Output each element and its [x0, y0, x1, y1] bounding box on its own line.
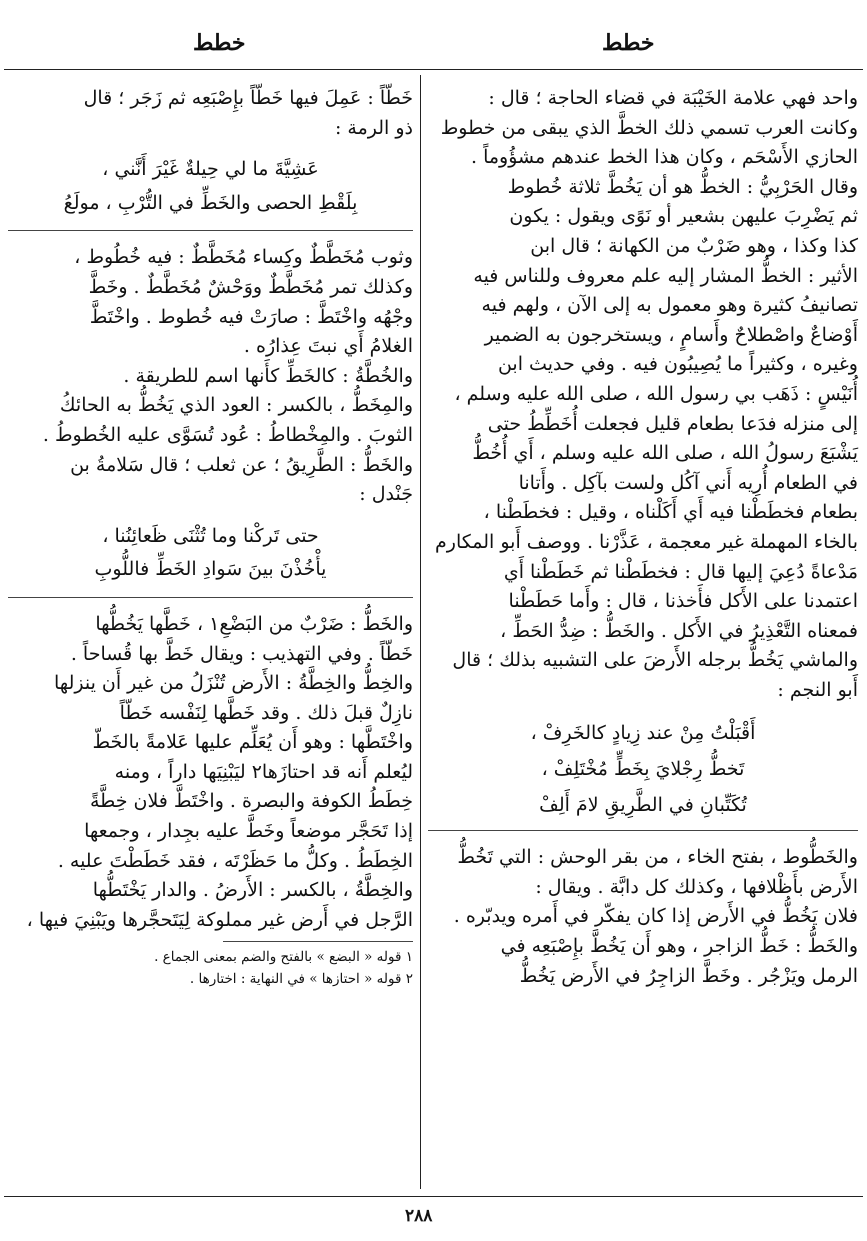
text-line: بالخاء المهملة غير معجمة ، عَذَّرْنا . ووصف أَبو المكارم — [435, 530, 858, 553]
running-head-right: خطط — [602, 30, 655, 56]
text-line: الرمل ويَزْجُر . وخَطَّ الزاجِرُ في الأَرض يَخُطُّ — [519, 964, 858, 987]
text-line: مَدْعاةً دُعِيَ إليها قال : فخطَطْنا ثم خَطَطْنا أَي — [503, 560, 858, 583]
verse-block — [8, 522, 413, 585]
text-line: ثم يَضْرِبَ عليهن بشعير أو نَوًى ويقول : يكون — [509, 205, 858, 228]
left-column — [8, 84, 413, 990]
section-separator — [8, 230, 413, 231]
section-separator — [8, 597, 413, 598]
verse-block — [8, 155, 413, 218]
text-line: وقال الحَرْبِيُّ : الخطُّ هو أن يَخُطَّ ثلاثة خُطوط — [507, 175, 858, 198]
text-line: نازِلٌ قبلَ ذلك . وقد خَطَّها لِنَفْسه خَطّاً — [119, 701, 413, 724]
verse-block — [428, 719, 858, 820]
verse-line: تَخطُّ رِجْلايَ بِخَطٍّ مُخْتَلِفْ ، — [541, 758, 745, 781]
text-line: إذا تَحَجَّر موضعاً وخَطَّ عليه بجِدار ، وجمعها — [84, 820, 413, 843]
verse-line: أَقْبَلْتُ مِنْ عند زِيادٍ كالخَرِفْ ، — [530, 722, 756, 745]
text-line: والماشي يَخُطُّ برجله الأَرضَ على التشبيه بذلك ؛ قال — [452, 649, 858, 672]
text-line: أُنَيْسٍ : ذَهَب بي رسول الله ، صلى الله عليه وسلم ، — [454, 382, 858, 405]
verse-line: تُكَتِّبانِ في الطَّرِيقِ لامَ أَلِفْ — [539, 793, 747, 816]
text-line: والخَطُّ : ضَرْبٌ من البَضْعِ١ ، خَطَّها يَخُطُّها — [95, 612, 413, 635]
text-line: يَشْبَعَ رسولُ الله ، صلى الله عليه وسلم ، أَي أُخُطُّ — [472, 442, 858, 465]
text-line: والخُطَّةُ : كالخَطِّ كأَنها اسم للطريقة . — [123, 364, 413, 387]
text-line: اعتمدنا على الأَكل فأَخذنا ، قال : وأَما حَطَطْنا — [508, 590, 858, 613]
text-line: وجْهُه واخْتَطَّ : صارَتْ فيه خُطوط . واخْتَطَّ — [89, 305, 413, 328]
text-line: الخِطَطُ . وكلُّ ما حَظَرْتَه ، فقد خَطَطْتَ عليه . — [57, 849, 413, 872]
text-line: ليُعلم أَنه قد احتازَها٢ ليَبْنِيَها داراً ، ومنه — [114, 760, 413, 783]
column-divider — [420, 75, 421, 1189]
text-line: فلان يَخُطُّ في الأَرض إذا كان يفكّر في أَمره ويدبّره . — [453, 905, 858, 928]
text-line: كذا وكذا ، وهو ضَرْبٌ من الكهانة ؛ قال ابن — [530, 234, 858, 257]
text-line: أَوْضاعٌ واصْطلاحٌ وأَسامٍ ، ويستخرجون به الضمير — [484, 323, 858, 346]
text-line: والخَطُّوط ، بفتح الخاء ، من بقر الوحش : التي تَخُطُّ — [457, 846, 858, 869]
text-line: في الطعام أُرِيه أَني آكُل ولست بآكِل . وأَتانا — [518, 471, 858, 494]
text-line: وكانت العرب تسمي ذلك الخطَّ الذي يبقى من خطوط — [440, 116, 858, 139]
text-line: الحازي الأَسْحَم ، وكان هذا الخط عندهم مشؤُوماً . — [471, 146, 858, 169]
text-line: بطعام فخطَطْنا فيه أَي أَكَلْناه ، وقيل : فخطَطْنا ، — [483, 501, 858, 524]
footnote: ١ قوله « البضع » بالفتح والضم بمعنى الجماع . — [154, 949, 413, 966]
verse-line: يأْخُذْنَ بينَ سَوادِ الخَطِّ فاللُّوبِ — [94, 558, 327, 581]
text-line: الرَّجل في أَرض غير مملوكة لِيَتَحجَّرها ويَبْنِيَ فيها ، — [26, 908, 413, 931]
text-line: والخَطُّ : الطَّرِيقُ ؛ عن ثعلب ؛ قال سَلامةُ بن — [70, 453, 413, 476]
text-line: خِطَطُ الكوفة والبصرة . واخْتَطَّ فلان خِطَّةً — [89, 790, 413, 813]
verse-line: حتى تَركْنا وما تُثْنَى ظَعائِنُنا ، — [102, 524, 319, 547]
bottom-rule — [4, 1196, 863, 1197]
text-line: الأثير : الخطُّ المشار إليه علم معروف وللناس فيه — [473, 264, 858, 287]
right-column — [428, 84, 858, 991]
footnote-separator — [223, 941, 413, 942]
text-line: واخْتَطَّها : وهو أَن يُعَلِّم عليها عَلامةً بالخَطّ — [92, 731, 413, 754]
section-separator — [428, 830, 858, 831]
text-line: ذو الرمة : — [334, 116, 413, 139]
running-head-left: خطط — [193, 30, 246, 56]
footnote: ٢ قوله « احتازها » في النهاية : اختارها . — [189, 971, 413, 988]
top-rule — [4, 69, 863, 70]
text-line: والخِطَّةُ ، بالكسر : الأَرضُ . والدار يَخْتَطُّها — [92, 879, 413, 902]
text-line: الأَرض بأَظْلافها ، وكذلك كل دابَّة . ويقال : — [535, 875, 858, 898]
text-line: جَنْدل : — [359, 483, 413, 506]
text-line: أَبو النجم : — [777, 678, 858, 701]
text-line: والمِخَطُّ ، بالكسر : العود الذي يَخُطُّ به الحائكُ — [59, 394, 413, 417]
text-line: وثوب مُخَطَّطٌ وكِساء مُخَطَّطٌ : فيه خُطُوط ، — [74, 246, 413, 269]
text-line: والخَطُّ : خَطُّ الزاجر ، وهو أَن يَخُطَّ بإِصْبَعِه في — [500, 935, 858, 958]
text-line: تصانيفُ كثيرة وهو معمول به إلى الآن ، ولهم فيه — [481, 294, 858, 317]
page-number: ٢٨٨ — [405, 1206, 433, 1226]
text-line: خَطّاً : عَمِلَ فيها خَطّاً بإِصْبَعِه ثم زَجَر ؛ قال — [83, 87, 413, 109]
text-line: خَطّاً . وفي التهذيب : ويقال خَطَّ بها قُساحاً . — [70, 642, 413, 665]
text-line: الغلامُ أَي نبتَ عِذارُه . — [243, 335, 413, 358]
verse-line: عَشِيَّةَ ما لي حِيلةٌ غَيْرَ أَنَّني ، — [102, 158, 319, 181]
text-line: وغيره ، وكثيراً ما يُصِيبُون فيه . وفي حديث ابن — [497, 353, 858, 376]
text-line: فمعناه التَّعْذِيرُ في الأَكل . والخَطُّ : ضِدُّ الحَطِّ ، — [500, 619, 858, 642]
verse-line: بِلَقْطِ الحصى والخَطِّ في التُّرْبِ ، مولَعُ — [63, 191, 358, 214]
text-line: واحد فهي علامة الخَيْبَة في قضاء الحاجة ؛ قال : — [488, 87, 858, 109]
text-line: إلى منزله فدَعا بطعام قليل فجعلت أُخَطِّطُ حتى — [487, 412, 858, 435]
text-line: الثوبَ . والمِخْطاطُ : عُود تُسَوَّى عليه الخُطوطُ . — [42, 423, 413, 446]
text-line: والخِطُّ والخِطَّةُ : الأَرض تُنْزَلُ من غير أَن ينزلها — [54, 672, 413, 695]
text-line: وكذلك تمر مُخَطَّطٌ ووَحْشٌ مُخَطَّطٌ . وخَطَّ — [88, 275, 413, 298]
